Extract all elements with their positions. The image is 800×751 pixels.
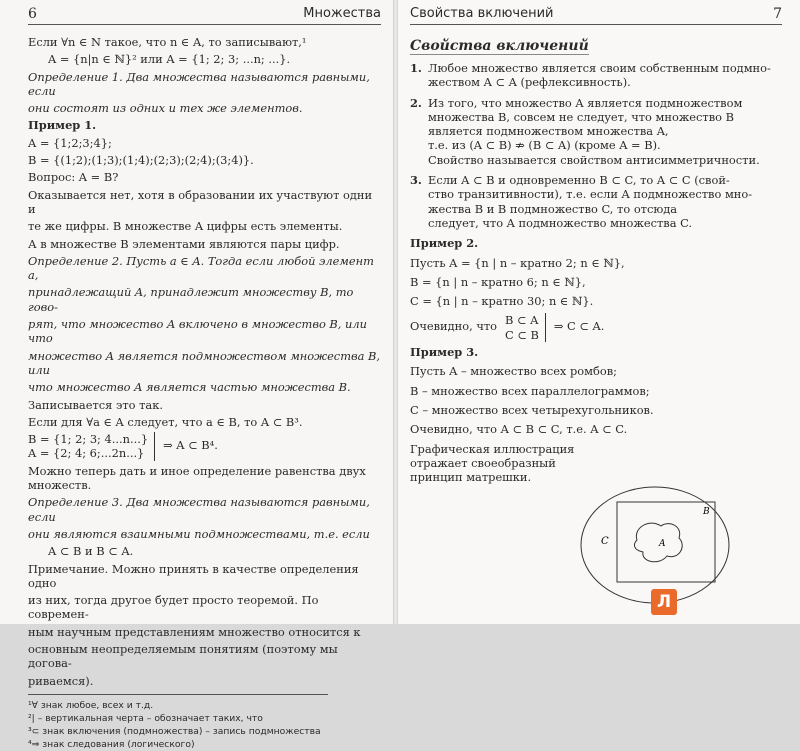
property-line: жеством A ⊂ A (рефлексивность). xyxy=(428,75,631,90)
text-line: B = {(1;2);(1;3);(1;4);(2;3);(2;4);(3;4)}. xyxy=(28,153,254,168)
property-item xyxy=(410,61,782,90)
label-c: C xyxy=(601,536,609,547)
text-line: те же цифры. В множестве A цифры есть элементы. xyxy=(28,219,343,234)
section-title: Свойства включений xyxy=(410,38,589,54)
text-line: Если для ∀a ∈ A следует, что a ∈ B, то A ⊂ B³. xyxy=(28,414,303,429)
brace-line: A = {2; 4; 6;...2n...} xyxy=(28,446,145,461)
note-line: Примечание. Можно принять в качестве определения одно xyxy=(28,561,359,590)
question-line: Вопрос: A = B? xyxy=(28,170,119,185)
example-line: Пусть A – множество всех ромбов; xyxy=(410,364,617,379)
example-line: Очевидно, что A ⊂ B ⊂ C, т.е. A ⊂ C. xyxy=(410,422,628,437)
property-line: жества B и B подмножество C, то отсюда xyxy=(428,201,678,216)
caption-line: отражает своеобразный xyxy=(410,455,556,470)
example-1-title: Пример 1. xyxy=(28,118,97,133)
left-page-header xyxy=(28,6,381,25)
brace-line: B ⊂ A xyxy=(505,313,539,328)
example-3-title: Пример 3. xyxy=(410,345,479,360)
definition-3: Определение 3. Два множества называются равными, если xyxy=(28,495,370,524)
page-number-right: 7 xyxy=(773,6,782,22)
footnote: ⁴⇒ знак следования (логического) xyxy=(28,738,195,750)
property-line: т.е. из (A ⊂ B) ⇏ (B ⊂ A) (кроме A = B). xyxy=(428,138,661,153)
caption-line: принцип матрешки. xyxy=(410,470,532,485)
property-item xyxy=(410,173,782,230)
note-line: риваемся). xyxy=(28,673,94,688)
definition-2: Определение 2. Пусть a ∈ A. Тогда если любой элемент a, xyxy=(28,253,374,283)
definition-2-cont: что множество A является частью множества B. xyxy=(28,380,351,395)
text-line: Если ∀n ∈ N такое, что n ∈ A, то записывают,¹ xyxy=(28,35,307,49)
set-b-rect xyxy=(617,502,715,582)
brace-line: B = {1; 2; 3; 4...n...} xyxy=(28,432,149,447)
property-number: 1. xyxy=(410,61,422,75)
page-number-left: 6 xyxy=(28,6,37,22)
text-line: Можно теперь дать и иное определение равенства двух множеств. xyxy=(28,463,366,493)
property-number: 2. xyxy=(410,95,422,110)
evident-prefix: Очевидно, что xyxy=(410,319,498,334)
left-page xyxy=(0,0,393,750)
footnote: ²| – вертикальная черта – обозначает таких, что xyxy=(28,712,263,724)
text-line: Оказывается нет, хотя в образовании их участвуют одни и xyxy=(28,187,373,216)
text-line: Записывается это так. xyxy=(28,397,163,412)
footnote: ¹∀ знак любое, всех и т.д. xyxy=(28,699,154,711)
footnote-divider xyxy=(28,694,328,695)
property-number: 3. xyxy=(410,173,422,188)
definition-1: Определение 1. Два множества называются равными, если xyxy=(28,69,370,98)
definition-1-cont: они состоят из одних и тех же элементов. xyxy=(28,101,303,116)
definition-2-cont: принадлежащий A, принадлежит множеству B, то гово- xyxy=(28,285,354,314)
property-item xyxy=(410,96,782,167)
property-line: множества B, совсем не следует, что множество B xyxy=(428,109,734,124)
example-2-title: Пример 2. xyxy=(410,236,479,251)
definition-2-cont: рят, что множество A включено в множество B, или что xyxy=(28,317,367,346)
running-title-left: Множества xyxy=(303,6,381,21)
example-line: Пусть A = {n | n – кратно 2; n ∈ ℕ}, xyxy=(410,255,625,270)
illustration-caption xyxy=(410,442,782,485)
definition-2-cont: множество A является подмножеством множества B, или xyxy=(28,348,381,377)
publisher-logo-icon: Л xyxy=(651,589,677,615)
label-b: B xyxy=(703,507,710,517)
brace-line: C ⊂ B xyxy=(505,327,539,342)
note-line: из них, тогда другое будет просто теоремой. По современ- xyxy=(28,593,319,622)
text-line: A = {1;2;3;4}; xyxy=(28,135,112,150)
caption-line: Графическая иллюстрация xyxy=(410,441,575,456)
text-line: A ⊂ B и B ⊂ A. xyxy=(48,544,134,559)
evident-result: ⇒ C ⊂ A. xyxy=(553,319,605,334)
brace-result: ⇒ A ⊂ B⁴. xyxy=(163,437,218,452)
property-line: Из того, что множество A является подмножеством xyxy=(428,95,743,110)
definition-3-cont: они являются взаимными подмножествами, т.е. если xyxy=(28,526,370,541)
text-line: A = {n|n ∈ ℕ}² или A = {1; 2; 3; ...n; ...}. xyxy=(48,52,291,67)
right-page-header xyxy=(410,6,782,25)
evident-block xyxy=(410,313,782,342)
note-line: основным неопределяемым понятиям (поэтому мы догова- xyxy=(28,641,338,671)
example-line: C – множество всех четырехугольников. xyxy=(410,402,654,417)
property-line: является подмножеством множества A, xyxy=(428,124,669,139)
note-line: ным научным представлениям множество относится к xyxy=(28,624,361,639)
example-line: B = {n | n – кратно 6; n ∈ ℕ}, xyxy=(410,274,586,289)
property-line: Если A ⊂ B и одновременно B ⊂ C, то A ⊂ C (свой- xyxy=(428,173,730,188)
brace-block xyxy=(28,432,381,461)
example-line: C = {n | n – кратно 30; n ∈ ℕ}. xyxy=(410,294,594,309)
running-title-right: Свойства включений xyxy=(410,6,554,21)
example-line: B – множество всех параллелограммов; xyxy=(410,383,650,398)
property-line: следует, что A подмножество множества C. xyxy=(428,215,693,230)
footnote: ³⊂ знак включения (подмножества) – запись подмножества xyxy=(28,725,321,737)
property-line: Свойство называется свойством антисимметричности. xyxy=(428,152,760,167)
property-line: ство транзитивности), т.е. если A подмножество мно- xyxy=(428,187,753,202)
label-a: A xyxy=(659,539,666,549)
property-line: Любое множество является своим собственным подмно- xyxy=(428,61,771,75)
text-line: А в множестве B элементами являются пары цифр. xyxy=(28,236,340,251)
